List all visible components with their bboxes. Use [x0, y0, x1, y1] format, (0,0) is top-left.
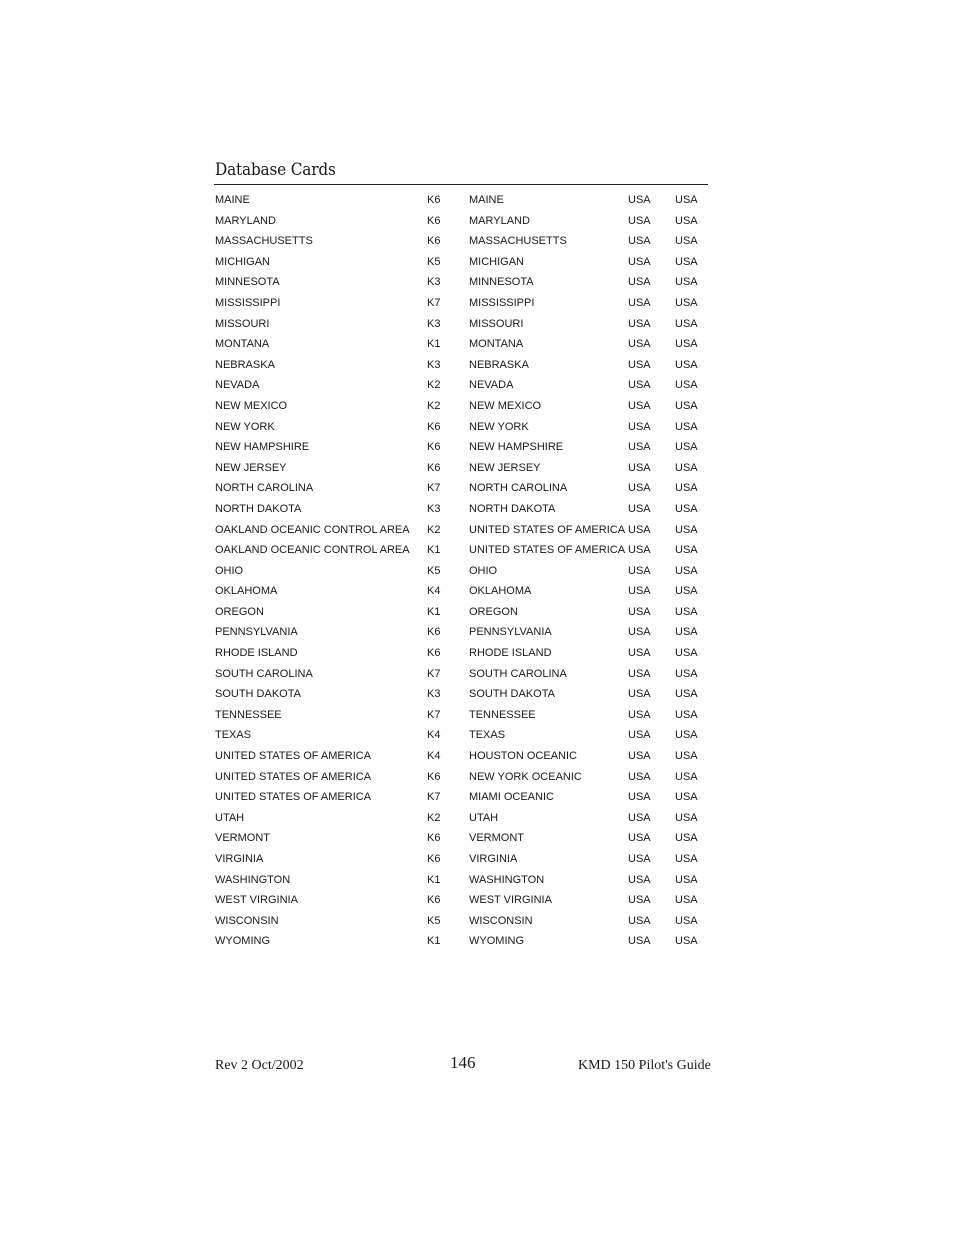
cell-country-code-2: USA [675, 667, 698, 680]
cell-country-code: USA [628, 605, 651, 618]
cell-country-code: USA [628, 750, 651, 763]
cell-country-name: NORTH CAROLINA [469, 482, 568, 495]
cell-region-code: K7 [427, 296, 441, 309]
cell-country-name: MONTANA [469, 338, 524, 351]
table-row [215, 294, 710, 315]
cell-region-name: WEST VIRGINIA [215, 894, 298, 907]
cell-country-code: USA [628, 482, 651, 495]
cell-country-code: USA [628, 399, 651, 412]
cell-region-name: MASSACHUSETTS [215, 235, 313, 248]
cell-country-name: MISSISSIPPI [469, 296, 535, 309]
cell-country-name: UNITED STATES OF AMERICA [469, 544, 626, 557]
cell-region-code: K2 [427, 379, 441, 392]
cell-country-name: NEW MEXICO [469, 399, 542, 412]
cell-region-code: K2 [427, 811, 441, 824]
cell-country-code: USA [628, 791, 651, 804]
cell-country-code-2: USA [675, 235, 698, 248]
cell-country-name: WISCONSIN [469, 914, 533, 927]
cell-country-code: USA [628, 708, 651, 721]
cell-region-code: K6 [427, 853, 441, 865]
cell-region-name: SOUTH DAKOTA [215, 688, 301, 701]
database-table [215, 191, 710, 953]
cell-country-code-2: USA [675, 729, 698, 742]
table-row [215, 603, 710, 624]
cell-country-code-2: USA [675, 770, 698, 783]
cell-region-name: NEVADA [215, 379, 260, 392]
cell-country-code: USA [628, 420, 651, 433]
cell-country-code: USA [628, 729, 651, 742]
cell-country-code-2: USA [675, 585, 698, 598]
cell-country-name: MINNESOTA [469, 276, 534, 289]
cell-region-code: K3 [427, 358, 441, 371]
table-row [215, 335, 710, 356]
cell-country-name: UNITED STATES OF AMERICA [469, 523, 626, 536]
cell-region-code: K1 [427, 338, 441, 351]
cell-region-name: MINNESOTA [215, 276, 280, 289]
cell-country-name: MICHIGAN [469, 255, 524, 268]
cell-country-code-2: USA [675, 482, 698, 495]
cell-country-code: USA [628, 276, 651, 289]
table-row [215, 582, 710, 603]
cell-country-name: UTAH [469, 811, 499, 824]
cell-region-name: PENNSYLVANIA [215, 626, 298, 639]
cell-region-name: NEBRASKA [215, 358, 275, 371]
cell-country-code: USA [628, 626, 651, 639]
cell-country-name: MISSOURI [469, 317, 524, 330]
cell-region-code: K6 [427, 626, 441, 639]
page-number: 146 [450, 1053, 476, 1072]
cell-region-name: NEW MEXICO [215, 399, 288, 412]
table-row [215, 850, 710, 871]
cell-country-name: WEST VIRGINIA [469, 894, 552, 907]
table-row [215, 500, 710, 521]
cell-country-code: USA [628, 873, 651, 886]
cell-country-name: RHODE ISLAND [469, 647, 552, 660]
cell-country-code: USA [628, 502, 651, 515]
cell-country-code: USA [628, 523, 651, 536]
cell-region-code: K1 [427, 605, 441, 618]
cell-region-code: K3 [427, 688, 441, 701]
cell-region-code: K3 [427, 502, 441, 515]
cell-country-code-2: USA [675, 194, 698, 206]
table-row [215, 418, 710, 439]
cell-country-code: USA [628, 853, 651, 865]
cell-region-code: K6 [427, 832, 441, 845]
cell-country-code: USA [628, 770, 651, 783]
cell-country-code-2: USA [675, 873, 698, 886]
cell-region-code: K1 [427, 544, 441, 557]
cell-region-code: K2 [427, 399, 441, 412]
table-row [215, 871, 710, 892]
cell-country-code: USA [628, 461, 651, 474]
cell-region-code: K5 [427, 914, 441, 927]
cell-country-name: MASSACHUSETTS [469, 235, 567, 248]
cell-country-code-2: USA [675, 894, 698, 907]
cell-region-code: K4 [427, 585, 441, 598]
cell-country-code: USA [628, 214, 651, 227]
cell-region-code: K3 [427, 317, 441, 330]
cell-country-code: USA [628, 647, 651, 660]
cell-region-code: K1 [427, 935, 441, 948]
cell-country-code-2: USA [675, 214, 698, 227]
cell-country-name: OKLAHOMA [469, 585, 532, 598]
cell-region-code: K6 [427, 214, 441, 227]
cell-country-name: OHIO [469, 564, 498, 577]
cell-country-name: MIAMI OCEANIC [469, 791, 554, 804]
cell-region-code: K5 [427, 255, 441, 268]
cell-country-name: VERMONT [469, 832, 524, 845]
cell-country-name: VIRGINIA [469, 853, 518, 865]
cell-region-code: K4 [427, 750, 441, 763]
cell-region-name: OHIO [215, 564, 244, 577]
cell-country-name: PENNSYLVANIA [469, 626, 552, 639]
cell-country-code-2: USA [675, 811, 698, 824]
page-title: Database Cards [215, 160, 336, 180]
cell-country-name: NEW HAMPSHIRE [469, 441, 564, 454]
cell-country-code-2: USA [675, 688, 698, 701]
cell-country-code: USA [628, 914, 651, 927]
cell-country-code-2: USA [675, 461, 698, 474]
cell-region-name: MISSOURI [215, 317, 270, 330]
cell-region-name: WYOMING [215, 935, 270, 948]
cell-country-code-2: USA [675, 832, 698, 845]
cell-country-name: TEXAS [469, 729, 506, 742]
cell-country-code-2: USA [675, 935, 698, 948]
table-row [215, 376, 710, 397]
table-row [215, 479, 710, 500]
table-row [215, 685, 710, 706]
cell-country-code-2: USA [675, 255, 698, 268]
cell-country-code-2: USA [675, 626, 698, 639]
cell-country-code-2: USA [675, 544, 698, 557]
cell-country-code: USA [628, 564, 651, 577]
cell-country-code-2: USA [675, 296, 698, 309]
cell-country-code: USA [628, 338, 651, 351]
cell-region-name: WASHINGTON [215, 873, 291, 886]
cell-country-code: USA [628, 832, 651, 845]
cell-region-name: NEW HAMPSHIRE [215, 441, 310, 454]
cell-region-name: OREGON [215, 605, 264, 618]
cell-country-code: USA [628, 235, 651, 248]
cell-region-code: K7 [427, 791, 441, 804]
cell-region-name: MAINE [215, 194, 250, 206]
table-row [215, 706, 710, 727]
cell-country-code-2: USA [675, 317, 698, 330]
cell-region-name: RHODE ISLAND [215, 647, 298, 660]
table-row [215, 644, 710, 665]
cell-country-name: NEVADA [469, 379, 514, 392]
table-row [215, 273, 710, 294]
table-row [215, 623, 710, 644]
table-row [215, 356, 710, 377]
table-row [215, 788, 710, 809]
cell-country-name: MAINE [469, 194, 504, 206]
cell-region-code: K6 [427, 894, 441, 907]
cell-country-code: USA [628, 358, 651, 371]
cell-region-code: K7 [427, 708, 441, 721]
cell-country-code-2: USA [675, 338, 698, 351]
cell-country-name: TENNESSEE [469, 708, 536, 721]
cell-country-code-2: USA [675, 914, 698, 927]
cell-country-name: SOUTH DAKOTA [469, 688, 555, 701]
cell-region-name: OAKLAND OCEANIC CONTROL AREA [215, 544, 410, 557]
cell-region-code: K6 [427, 770, 441, 783]
cell-region-name: OAKLAND OCEANIC CONTROL AREA [215, 523, 410, 536]
table-row [215, 747, 710, 768]
cell-region-name: WISCONSIN [215, 914, 279, 927]
cell-country-code-2: USA [675, 647, 698, 660]
cell-country-code-2: USA [675, 420, 698, 433]
table-row [215, 212, 710, 233]
cell-country-code-2: USA [675, 708, 698, 721]
title-rule [214, 184, 708, 185]
cell-country-name: WYOMING [469, 935, 524, 948]
cell-region-name: UNITED STATES OF AMERICA [215, 770, 372, 783]
cell-region-name: UTAH [215, 811, 245, 824]
cell-country-name: NEBRASKA [469, 358, 529, 371]
table-row [215, 768, 710, 789]
table-row [215, 438, 710, 459]
cell-region-name: MONTANA [215, 338, 270, 351]
table-row [215, 891, 710, 912]
table-row [215, 541, 710, 562]
table-row [215, 809, 710, 830]
cell-country-name: NORTH DAKOTA [469, 502, 556, 515]
cell-region-name: VIRGINIA [215, 853, 264, 865]
cell-country-code: USA [628, 544, 651, 557]
table-row [215, 521, 710, 542]
cell-region-name: NORTH CAROLINA [215, 482, 314, 495]
cell-country-name: NEW YORK [469, 420, 529, 433]
cell-region-code: K4 [427, 729, 441, 742]
cell-region-name: MISSISSIPPI [215, 296, 281, 309]
cell-country-code-2: USA [675, 502, 698, 515]
cell-country-code: USA [628, 935, 651, 948]
footer-revision: Rev 2 Oct/2002 [215, 1058, 304, 1073]
cell-region-name: OKLAHOMA [215, 585, 278, 598]
cell-country-code: USA [628, 379, 651, 392]
cell-region-name: NEW JERSEY [215, 461, 287, 474]
cell-country-name: SOUTH CAROLINA [469, 667, 567, 680]
cell-country-code-2: USA [675, 564, 698, 577]
cell-region-code: K6 [427, 235, 441, 248]
table-row [215, 829, 710, 850]
cell-country-name: WASHINGTON [469, 873, 545, 886]
table-row [215, 191, 710, 212]
cell-region-code: K1 [427, 873, 441, 886]
cell-country-code: USA [628, 296, 651, 309]
cell-country-name: NEW JERSEY [469, 461, 541, 474]
cell-country-name: OREGON [469, 605, 518, 618]
cell-region-code: K5 [427, 564, 441, 577]
cell-country-code-2: USA [675, 853, 698, 865]
table-row [215, 912, 710, 933]
cell-region-code: K6 [427, 441, 441, 454]
table-row [215, 253, 710, 274]
cell-country-code-2: USA [675, 358, 698, 371]
cell-region-name: TENNESSEE [215, 708, 282, 721]
cell-country-code: USA [628, 811, 651, 824]
cell-country-code: USA [628, 894, 651, 907]
table-row [215, 315, 710, 336]
table-row [215, 397, 710, 418]
table-row [215, 562, 710, 583]
cell-country-code-2: USA [675, 523, 698, 536]
cell-region-code: K6 [427, 420, 441, 433]
cell-country-code: USA [628, 255, 651, 268]
table-row [215, 459, 710, 480]
table-row [215, 726, 710, 747]
cell-region-name: SOUTH CAROLINA [215, 667, 313, 680]
cell-region-code: K7 [427, 482, 441, 495]
cell-region-code: K3 [427, 276, 441, 289]
cell-country-code: USA [628, 688, 651, 701]
table-row [215, 932, 710, 953]
cell-region-code: K2 [427, 523, 441, 536]
table-row [215, 232, 710, 253]
cell-country-name: MARYLAND [469, 214, 530, 227]
cell-country-code: USA [628, 317, 651, 330]
cell-region-code: K6 [427, 647, 441, 660]
cell-country-code: USA [628, 441, 651, 454]
footer-guide-title: KMD 150 Pilot's Guide [578, 1058, 711, 1073]
cell-region-name: UNITED STATES OF AMERICA [215, 750, 372, 763]
cell-region-name: MICHIGAN [215, 255, 270, 268]
cell-region-name: NORTH DAKOTA [215, 502, 302, 515]
cell-country-code-2: USA [675, 276, 698, 289]
table-row [215, 665, 710, 686]
cell-region-name: MARYLAND [215, 214, 276, 227]
cell-country-code-2: USA [675, 441, 698, 454]
cell-country-code-2: USA [675, 791, 698, 804]
cell-country-code-2: USA [675, 750, 698, 763]
cell-region-code: K7 [427, 667, 441, 680]
cell-country-code: USA [628, 194, 651, 206]
cell-region-name: UNITED STATES OF AMERICA [215, 791, 372, 804]
cell-country-code: USA [628, 667, 651, 680]
cell-region-code: K6 [427, 194, 441, 206]
cell-country-code: USA [628, 585, 651, 598]
cell-country-name: NEW YORK OCEANIC [469, 770, 582, 783]
cell-country-code-2: USA [675, 379, 698, 392]
cell-country-code-2: USA [675, 605, 698, 618]
cell-region-name: TEXAS [215, 729, 252, 742]
cell-country-code-2: USA [675, 399, 698, 412]
cell-region-name: NEW YORK [215, 420, 275, 433]
cell-country-name: HOUSTON OCEANIC [469, 750, 577, 763]
cell-region-name: VERMONT [215, 832, 270, 845]
cell-region-code: K6 [427, 461, 441, 474]
